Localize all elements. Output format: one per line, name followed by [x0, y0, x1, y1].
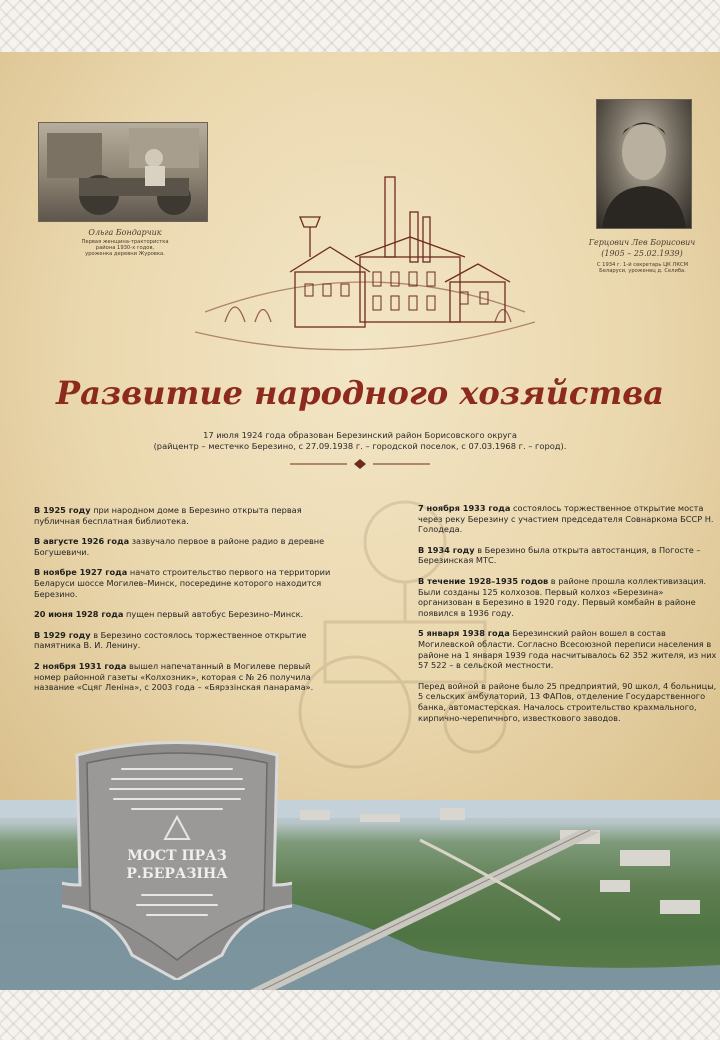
entry-text: Березинский район вошел в состав Могилевской области. Согласно Всесоюзной переписи населения в районе на 1 января 1939 года насчитывалось 62 352 жителя, из них 57 522 – в сельской местности.	[418, 628, 717, 671]
entry-date: 2 ноября 1931 года	[34, 660, 127, 671]
poster-panel	[0, 52, 720, 800]
timeline-entry	[418, 681, 718, 723]
plaque-headline: МОСТ ПРАЗ	[127, 848, 227, 864]
photo-left-caption-name: Ольга Бондарчик	[88, 228, 162, 237]
timeline-entry	[34, 536, 334, 557]
timeline-entry	[418, 503, 718, 535]
caption-line: района 1930-х годов,	[95, 245, 155, 251]
entry-date: В ноябре 1927 года	[34, 567, 128, 578]
entry-date: 5 января 1938 года	[418, 628, 510, 639]
entry-date: В 1934 году	[418, 544, 475, 555]
caption-line: С 1934 г. 1-й секретарь ЦК ЛКСМ	[596, 262, 689, 268]
entry-text: начато строительство первого на территории Беларуси шоссе Могилев–Минск, посередине которого находится Березино.	[34, 567, 331, 599]
entry-text: пущен первый автобус Березино–Минск.	[123, 609, 304, 620]
ornament-border-top	[0, 0, 720, 52]
ornament-border-bottom	[0, 990, 720, 1040]
entry-text: в районе прошла коллективизация. Были созданы 125 колхозов. Первый колхоз «Березина» организован в Березино в 1920 году. Первый комбайн в районе появился в 1936 году.	[418, 575, 707, 618]
timeline-entry	[418, 545, 718, 566]
plaque-headline-2: Р.БЕРАЗІНА	[126, 866, 228, 882]
caption-line: уроженка деревни Журовка.	[85, 251, 165, 257]
intro-line-1: 17 июля 1924 года образован Березинский район Борисовского округа	[203, 430, 517, 440]
timeline-entry	[418, 576, 718, 618]
entry-date: 20 июня 1928 года	[34, 609, 124, 620]
factory-sketch-illustration	[195, 172, 535, 362]
timeline-left-column	[34, 505, 334, 703]
timeline-right-column	[418, 503, 718, 733]
entry-text: Перед войной в районе было 25 предприятий, 90 школ, 4 больницы, 5 сельских амбулаторий, 13 ФАПов, отделение Государственного банка, автомастерская. Началось строительство крахмального, кирпично-черепичного, известкового заводов.	[418, 680, 717, 723]
intro-text	[150, 430, 570, 473]
photo-left-caption-text	[60, 239, 190, 257]
entry-text: в Березино состоялось торжественное открытие памятника В. И. Ленину.	[34, 629, 307, 651]
caption-line: Беларуси, уроженец д. Селиба.	[599, 268, 686, 274]
entry-date: В августе 1926 года	[34, 536, 130, 547]
intro-line-2: (райцентр – местечко Березино, с 27.09.1938 г. – городской поселок, с 07.03.1968 г. – город).	[153, 441, 567, 451]
entry-date: В течение 1928–1935 годов	[418, 575, 549, 586]
timeline-entry	[34, 609, 334, 620]
portrait-illustration	[597, 100, 691, 228]
portrait-photo	[596, 99, 692, 229]
entry-text: состоялось торжественное открытие моста через реку Березину с участием председателя Совнаркома БССР Н. Голодеда.	[418, 503, 714, 535]
page-title: Развитие народного хозяйства	[56, 374, 664, 412]
photo-right-caption-name: Герцович Лев Борисович	[588, 238, 696, 247]
entry-text: в Березино была открыта автостанция, в Погосте – Березинская МТС.	[418, 544, 701, 566]
tractor-photo-illustration	[39, 123, 207, 221]
photo-right-caption-dates: (1905 – 25.02.1939)	[601, 249, 683, 258]
decorative-divider	[285, 458, 435, 470]
entry-text: вышел напечатанный в Могилеве первый номер районной газеты «Колхозник», которая с № 26 получила название «Сцяг Леніна», с 2003 года – «Бярэзінская панарама».	[34, 660, 314, 693]
timeline-entry	[34, 661, 334, 693]
entry-date: В 1929 году	[34, 629, 91, 640]
entry-text: при народном доме в Березино открыта первая публичная бесплатная библиотека.	[34, 505, 302, 526]
timeline-entry	[34, 505, 334, 526]
photo-right-caption-text	[580, 262, 705, 274]
timeline-entry	[34, 630, 334, 651]
entry-text: зазвучало первое в районе радио в деревне Богушевичи.	[34, 536, 325, 557]
entry-date: 7 ноября 1933 года	[418, 503, 511, 513]
tractor-driver-photo	[38, 122, 208, 222]
timeline-entry	[34, 567, 334, 599]
memorial-plaque	[62, 735, 292, 980]
timeline-entry	[418, 628, 718, 670]
caption-line: Первая женщина-трактористка	[81, 239, 169, 245]
entry-date: В 1925 году	[34, 505, 91, 515]
